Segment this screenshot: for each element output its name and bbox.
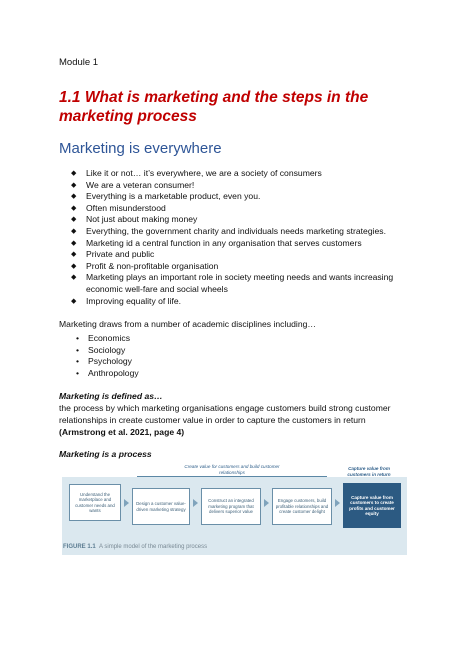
dot-bullet-icon: • bbox=[76, 333, 80, 343]
marketing-process-figure bbox=[57, 455, 407, 560]
section-heading: 1.1 What is marketing and the steps in the marketing process bbox=[59, 89, 369, 125]
diamond-bullet-icon: ◆ bbox=[71, 204, 77, 212]
list-item: • Sociology bbox=[76, 344, 126, 355]
list-item: ◆ Everything, the government charity and individuals needs marketing strategies. bbox=[71, 225, 386, 236]
list-item: • Economics bbox=[76, 333, 131, 343]
list-item: ◆ We are a veteran consumer! bbox=[71, 179, 195, 190]
diamond-bullet-icon: ◆ bbox=[71, 170, 77, 177]
list-item: ◆ Often misunderstood bbox=[71, 202, 166, 213]
diamond-bullet-icon: ◆ bbox=[71, 181, 77, 189]
list-item: ◆ Improving equality of life. bbox=[71, 295, 182, 306]
figure-top-left-label: Create value for customers and build customer relationships bbox=[184, 464, 280, 475]
list-item: ◆ Like it or not… it’s everywhere, we are a society of consumers bbox=[71, 168, 322, 178]
dot-bullet-icon: • bbox=[76, 367, 80, 378]
list-item: ◆ Profit & non-profitable organisation bbox=[71, 260, 219, 271]
figure-step-box: Construct an integrated marketing program that delivers superior value bbox=[201, 488, 261, 525]
definition-label: Marketing is defined as… bbox=[59, 391, 163, 401]
diamond-bullet-icon: ◆ bbox=[71, 274, 77, 282]
disciplines-list bbox=[76, 333, 139, 379]
process-label: Marketing is a process bbox=[59, 449, 152, 459]
figure-caption-label: FIGURE 1.1 bbox=[63, 544, 96, 550]
dot-bullet-icon: • bbox=[76, 356, 80, 367]
diamond-bullet-icon: ◆ bbox=[71, 193, 77, 201]
list-item: ◆ Not just about making money bbox=[71, 214, 198, 225]
figure-final-step-box: Capture value from customers to create profits and customer equity bbox=[343, 483, 401, 528]
diamond-bullet-icon: ◆ bbox=[71, 251, 77, 259]
right-arrow-icon bbox=[335, 499, 340, 507]
figure-caption-text: A simple model of the marketing process bbox=[99, 544, 208, 550]
diamond-bullet-icon: ◆ bbox=[71, 227, 77, 235]
subsection-heading: Marketing is everywhere bbox=[59, 140, 222, 157]
list-item: ◆ Marketing plays an important role in society meeting needs and wants increasing economic well-fare and social wheels bbox=[71, 272, 394, 294]
figure-caption bbox=[63, 544, 207, 550]
right-arrow-icon bbox=[264, 499, 269, 507]
definition-text: the process by which marketing organisations engage customers build strong customer relationships in create customer value in order to capture the customers in return bbox=[59, 403, 391, 425]
disciplines-intro: Marketing draws from a number of academic disciplines including… bbox=[59, 319, 316, 329]
diamond-bullet-icon: ◆ bbox=[71, 262, 77, 270]
figure-top-right-label: Capture value from customers in return bbox=[347, 466, 391, 477]
diamond-bullet-icon: ◆ bbox=[71, 239, 77, 247]
list-item: • Anthropology bbox=[76, 367, 139, 378]
list-item: ◆ Private and public bbox=[71, 249, 155, 260]
diamond-bullet-icon: ◆ bbox=[71, 216, 77, 224]
right-arrow-icon bbox=[193, 499, 198, 507]
list-item: ◆ Marketing id a central function in any organisation that serves customers bbox=[71, 237, 362, 248]
list-item: ◆ Everything is a marketable product, even you. bbox=[71, 191, 261, 202]
figure-step-box: Understand the marketplace and customer needs and wants bbox=[69, 484, 121, 521]
figure-step-box: Engage customers, build profitable relationships and create customer delight bbox=[272, 488, 332, 525]
right-arrow-icon bbox=[124, 499, 129, 507]
dot-bullet-icon: • bbox=[76, 344, 80, 355]
figure-step-box: Design a customer value-driven marketing strategy bbox=[132, 488, 190, 525]
definition-citation: (Armstrong et al. 2021, page 4) bbox=[59, 427, 185, 437]
module-label: Module 1 bbox=[59, 57, 99, 68]
diamond-bullet-icon: ◆ bbox=[71, 297, 77, 305]
bullet-list bbox=[70, 168, 420, 307]
list-item: • Psychology bbox=[76, 356, 132, 367]
